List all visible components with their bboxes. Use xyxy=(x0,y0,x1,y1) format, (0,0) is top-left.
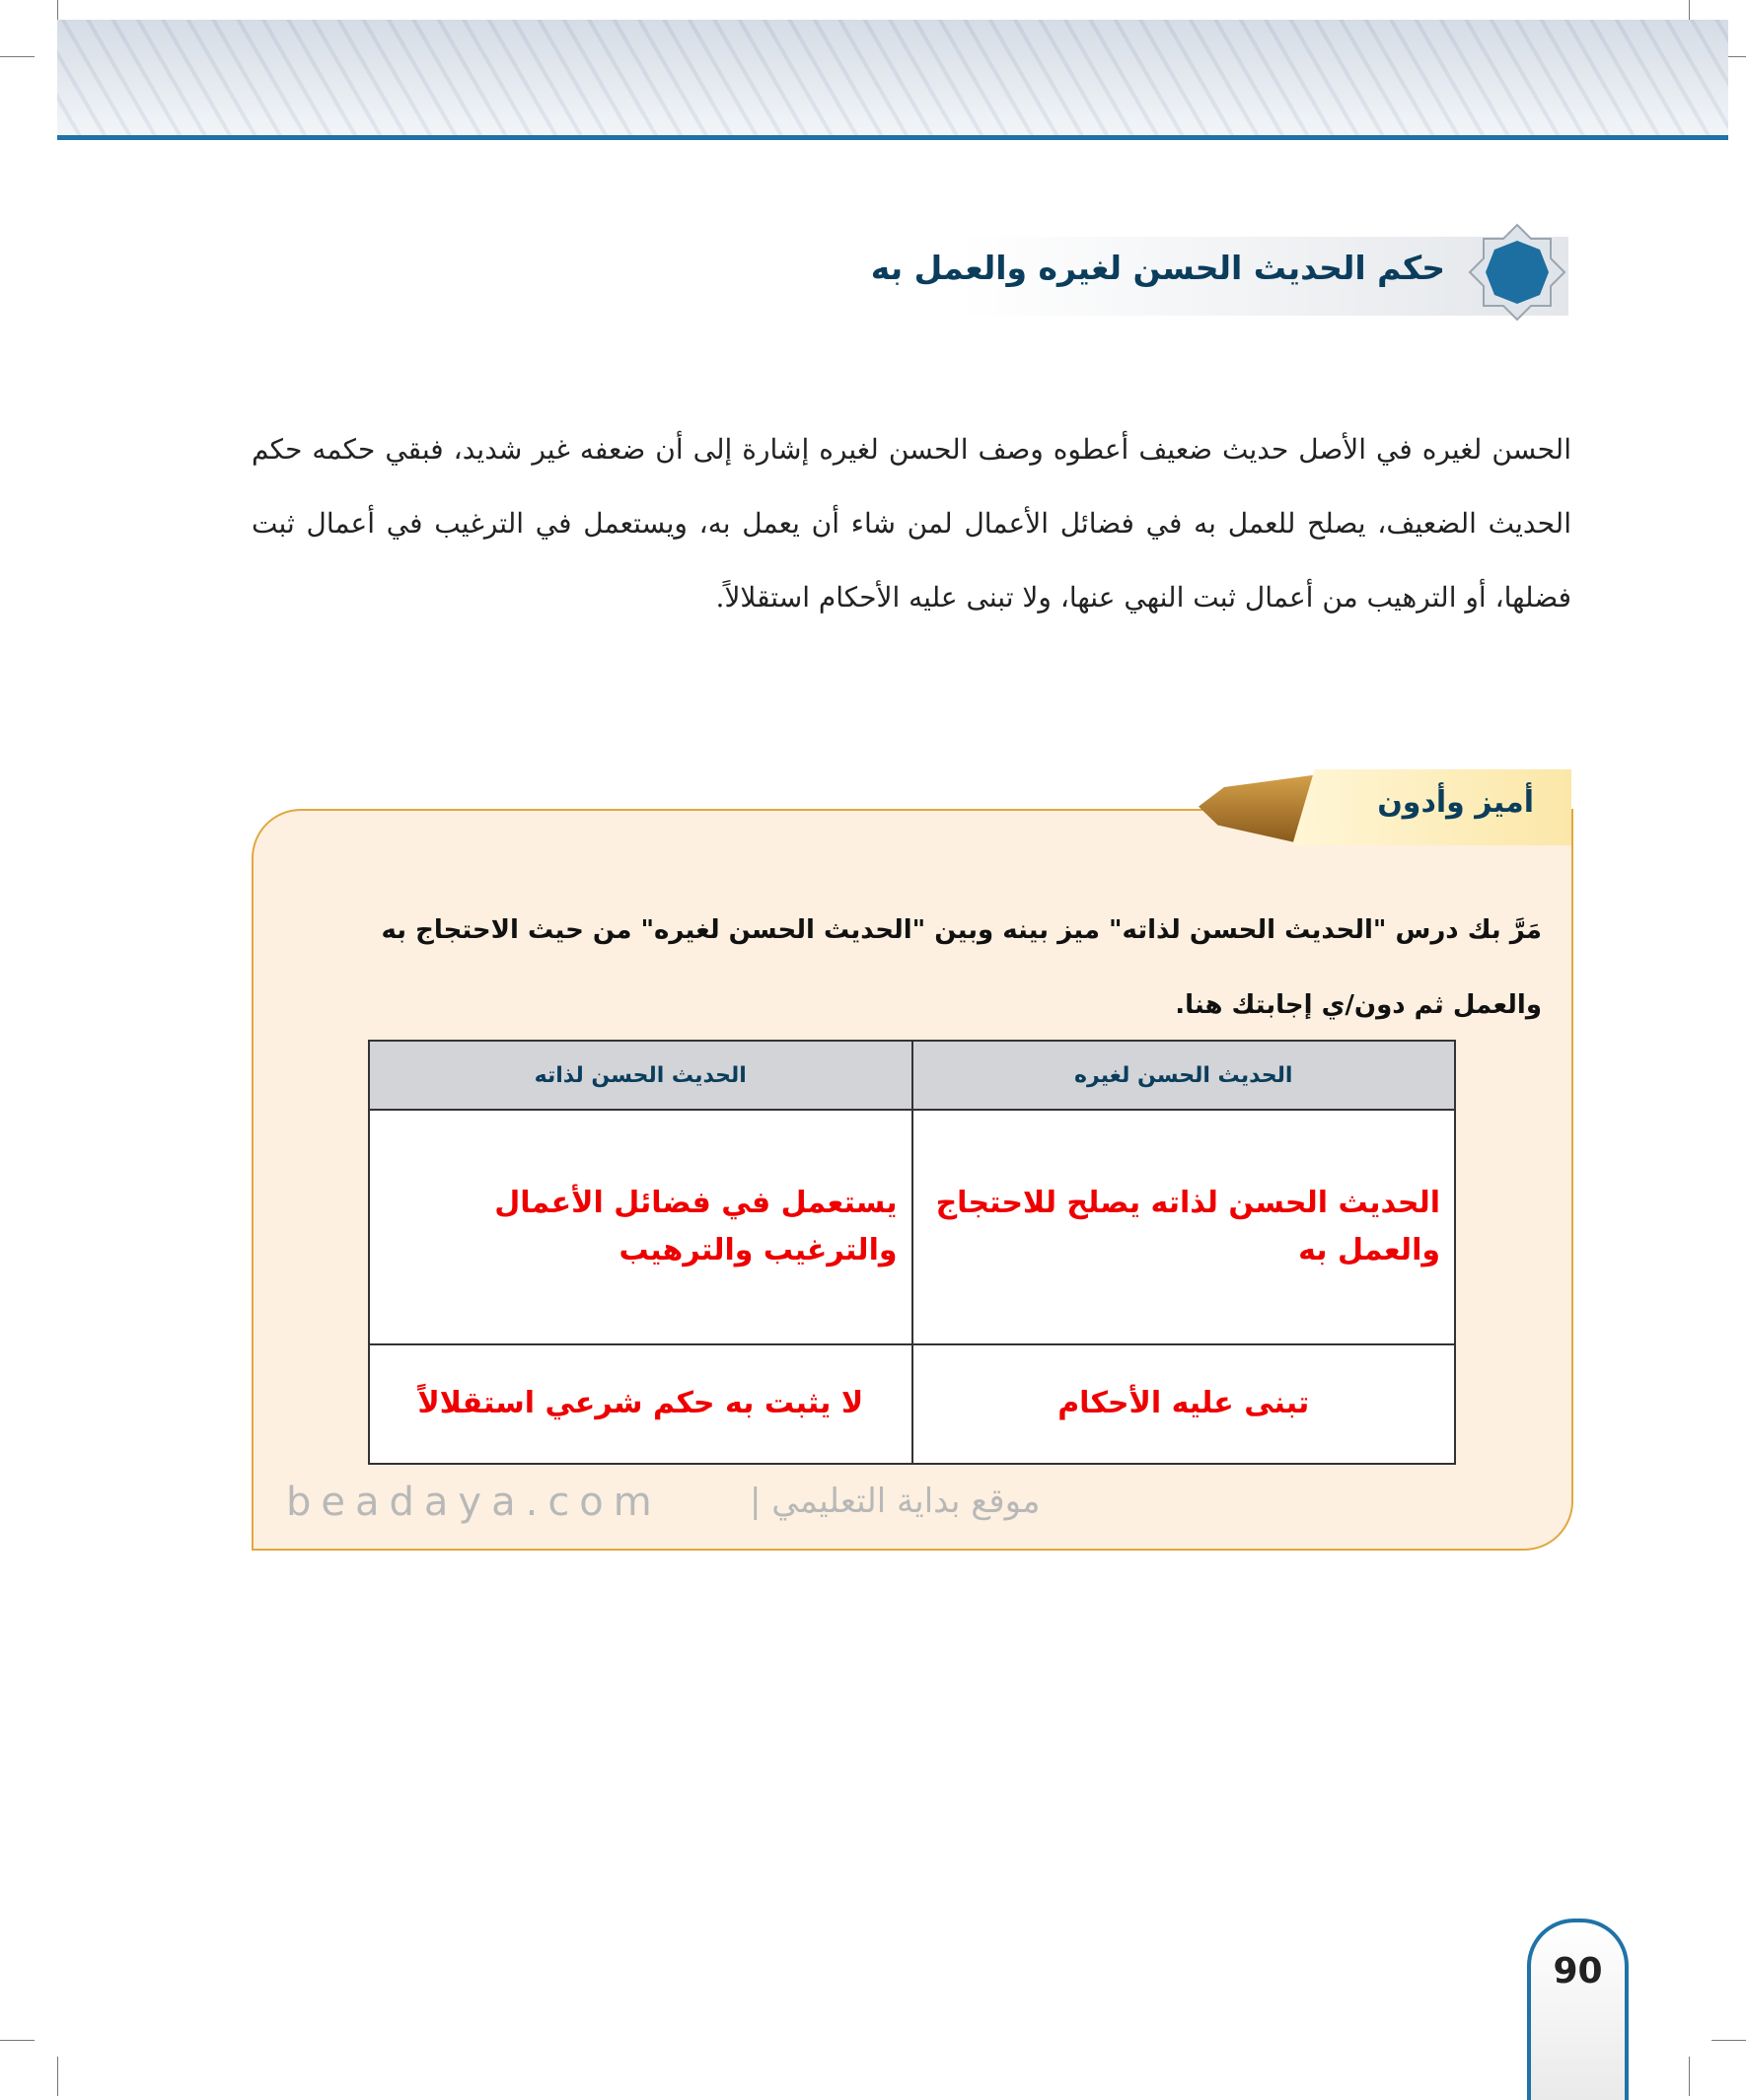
crop-mark xyxy=(57,0,58,20)
watermark-arabic: موقع بداية التعليمي | xyxy=(750,1482,1041,1521)
question-line-1: مَرَّ بك درس "الحديث الحسن لذاته" ميز بينه وبين "الحديث الحسن لغيره" من حيث الاحتجاج به xyxy=(381,915,1542,945)
crop-mark xyxy=(0,2040,35,2041)
body-paragraph: الحسن لغيره في الأصل حديث ضعيف أعطوه وصف الحسن لغيره إشارة إلى أن ضعفه غير شديد، فبقي حكمه حكم الحديث الضعيف، يصلح للعمل به في فضائل الأعمال لمن شاء أن يعمل به، ويستعمل في الترغيب في أعمال ثبت فضلها، أو الترهيب من أعمال ثبت النهي عنها، ولا تبنى عليه الأحكام استقلالاً. xyxy=(252,433,1571,614)
octagon-star-icon xyxy=(1468,223,1566,322)
page-number-tab xyxy=(1527,1919,1629,2100)
answer-cell[interactable]: لا يثبت به حكم شرعي استقلالاً xyxy=(369,1344,912,1464)
header-pattern-band xyxy=(57,20,1728,136)
answer-cell[interactable]: يستعمل في فضائل الأعمال والترغيب والترهيب xyxy=(369,1110,912,1344)
question-line-2: والعمل ثم دون/ي إجابتك هنا. xyxy=(1175,990,1542,1020)
answer-cell[interactable]: الحديث الحسن لذاته يصلح للاحتجاج والعمل به xyxy=(912,1110,1456,1344)
activity-question xyxy=(220,893,1542,1043)
crop-mark xyxy=(0,56,35,57)
comparison-table xyxy=(368,1040,1456,1465)
crop-mark xyxy=(57,2057,58,2096)
header-hasan-li-dhatihi: الحديث الحسن لذاته xyxy=(369,1041,912,1110)
header-hasan-li-ghayrihi: الحديث الحسن لغيره xyxy=(912,1041,1456,1110)
crop-mark xyxy=(1711,2040,1746,2041)
page-number: 90 xyxy=(1553,1951,1603,1991)
table-row xyxy=(369,1110,1455,1344)
crop-mark xyxy=(1689,0,1690,20)
header-divider xyxy=(57,135,1728,140)
crop-mark xyxy=(1689,2057,1690,2096)
answer-cell[interactable]: تبنى عليه الأحكام xyxy=(912,1344,1456,1464)
section-title: حكم الحديث الحسن لغيره والعمل به xyxy=(870,249,1445,287)
watermark-latin: beadaya.com xyxy=(286,1480,662,1525)
table-row xyxy=(369,1344,1455,1464)
table-header-row xyxy=(369,1041,1455,1110)
activity-tab-label: أميز وأدون xyxy=(1377,785,1534,820)
